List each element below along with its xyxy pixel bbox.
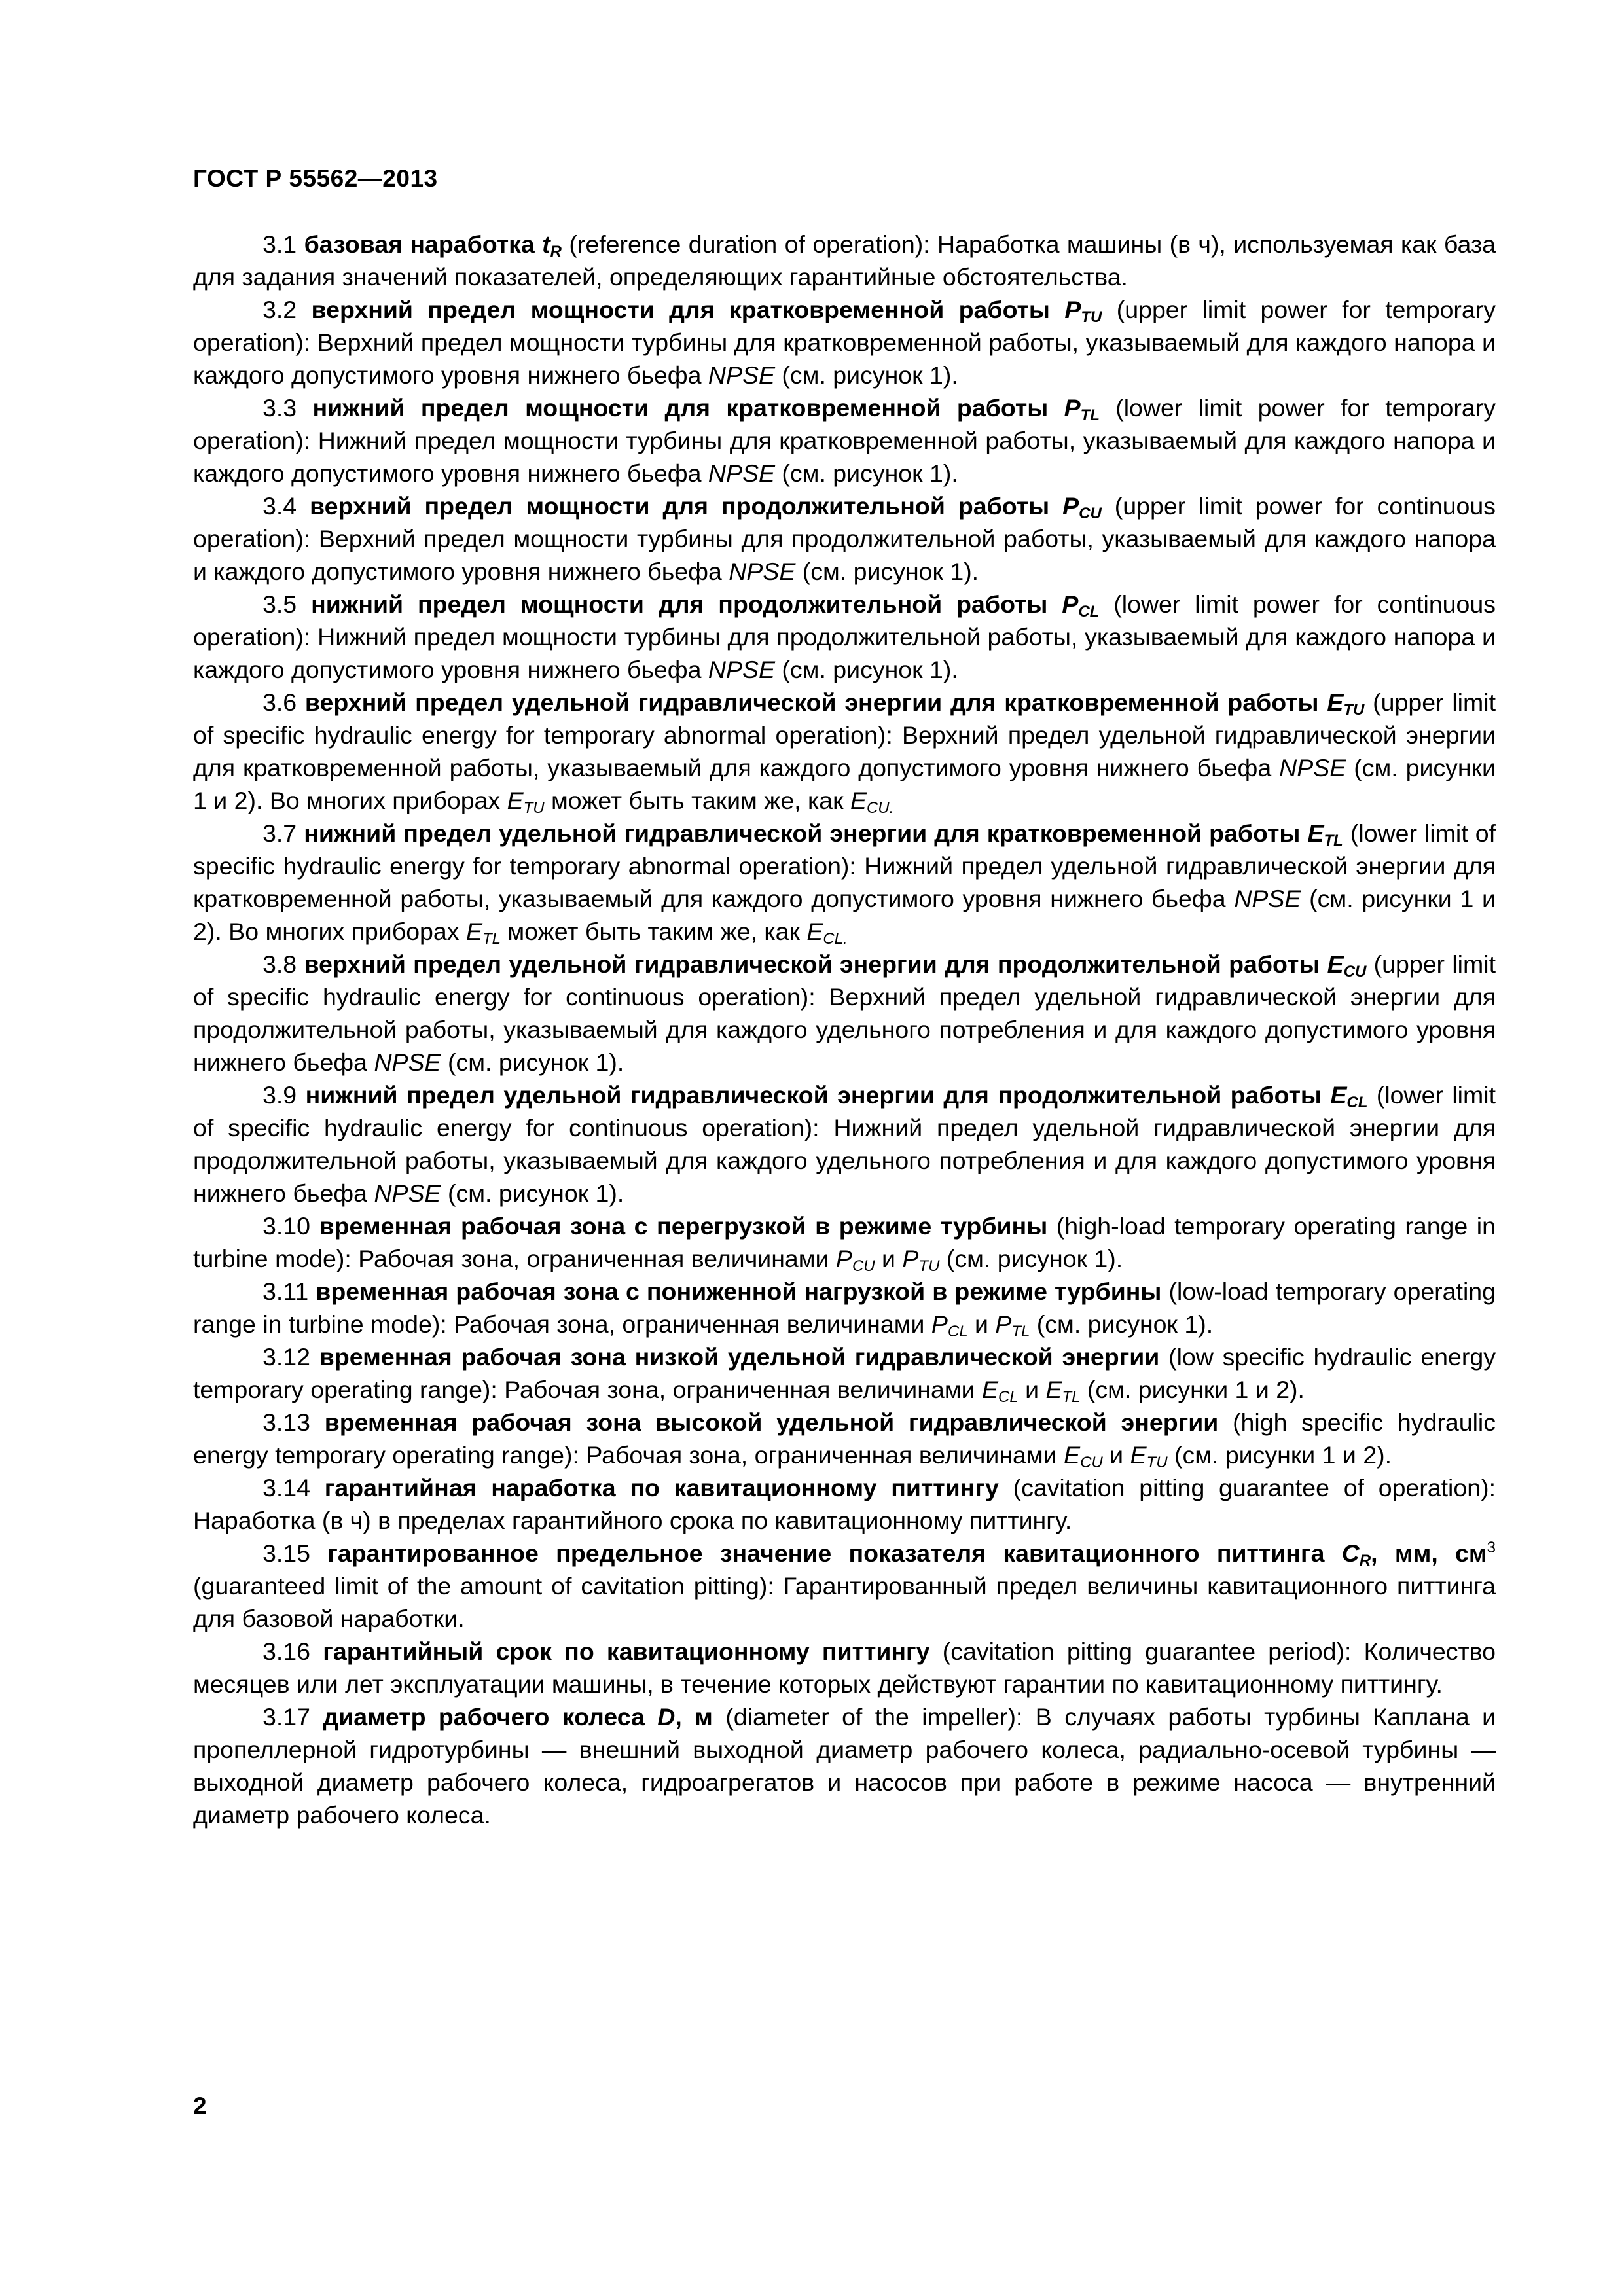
term-3-12: 3.12 временная рабочая зона низкой удельной гидравлической энергии (low specific hydraulic energy temporary operating range): Рабочая зона, ограниченная величинами $E_{CL}$ и $E_{TL}$ (см. рисунки 1 и 2).	[193, 1343, 1496, 1406]
term-3-4: 3.4 верхний предел мощности для продолжительной работы $P_{CU}$ (upper limit power for continuous operation): Верхний предел мощности турбины для продолжительной работы, указываемый для каждого напора и каждого допустимого уровня нижнего бьефа NPSE (см. рисунок 1).	[193, 492, 1496, 585]
term-title: гарантийный срок по кавитационному питтингу	[323, 1638, 930, 1665]
term-3-3: 3.3 нижний предел мощности для кратковременной работы $P_{TL}$ (lower limit power for temporary operation): Нижний предел мощности турбины для кратковременной работы, указываемый для каждого напора и каждого допустимого уровня нижнего бьефа NPSE (см. рисунок 1).	[193, 394, 1496, 487]
term-3-17: 3.17 диаметр рабочего колеса D, м (diameter of the impeller): В случаях работы турбины Каплана и пропеллерной гидротурбины — внешний выходной диаметр рабочего колеса, радиально-осевой турбины — выходной диаметр рабочего колеса, гидроагрегатов и насосов при работе в режиме насоса — внутренний диаметр рабочего колеса.	[193, 1703, 1496, 1829]
term-3-1: 3.1 базовая наработка $t_R$ (reference duration of operation): Наработка машины (в ч), используемая как база для задания значений показателей, определяющих гарантийные обстоятельства.	[193, 230, 1496, 291]
term-title: верхний предел удельной гидравлической энергии для продолжительной работы	[304, 950, 1320, 978]
term-3-5: 3.5 нижний предел мощности для продолжительной работы $P_{CL}$ (lower limit power for continuous operation): Нижний предел мощности турбины для продолжительной работы, указываемый для каждого напора и каждого допустимого уровня нижнего бьефа NPSE (см. рисунок 1).	[193, 590, 1496, 683]
term-title: временная рабочая зона с пониженной нагрузкой в режиме турбины	[316, 1278, 1162, 1305]
term-3-13: 3.13 временная рабочая зона высокой удельной гидравлической энергии (high specific hydraulic energy temporary operating range): Рабочая зона, ограниченная величинами $E_{CU}$ и $E_{TU}$ (см. рисунки 1 и 2).	[193, 1408, 1496, 1471]
term-title: гарантированное предельное значение показателя кавитационного питтинга	[327, 1539, 1325, 1567]
term-title: базовая наработка	[304, 230, 535, 258]
term-3-16: 3.16 гарантийный срок по кавитационному питтингу (cavitation pitting guarantee period): Количество месяцев или лет эксплуатации машины, в течение которых действуют гарантии по кавитационному питтингу.	[193, 1638, 1496, 1698]
term-3-11: 3.11 временная рабочая зона с пониженной нагрузкой в режиме турбины (low-load temporary operating range in turbine mode): Рабочая зона, ограниченная величинами $P_{CL}$ и $P_{TL}$ (см. рисунок 1).	[193, 1278, 1496, 1340]
term-3-8: 3.8 верхний предел удельной гидравлической энергии для продолжительной работы $E_{CU}$ (upper limit of specific hydraulic energy for continuous operation): Верхний предел удельной гидравлической энергии для продолжительной работы, указываемый для каждого удельного потребления и для каждого допустимого уровня нижнего бьефа NPSE (см. рисунок 1).	[193, 950, 1496, 1076]
term-3-2: 3.2 верхний предел мощности для кратковременной работы $P_{TU}$ (upper limit power for temporary operation): Верхний предел мощности турбины для кратковременной работы, указываемый для каждого напора и каждого допустимого уровня нижнего бьефа NPSE (см. рисунок 1).	[193, 296, 1496, 389]
term-title: верхний предел мощности для кратковременной работы	[311, 296, 1050, 323]
term-title: временная рабочая зона низкой удельной гидравлической энергии	[319, 1343, 1160, 1371]
terms-list	[193, 228, 1496, 1831]
term-title: временная рабочая зона высокой удельной гидравлической энергии	[324, 1408, 1219, 1436]
term-title: диаметр рабочего колеса	[323, 1703, 645, 1731]
term-3-7: 3.7 нижний предел удельной гидравлической энергии для кратковременной работы $E_{TL}$ (lower limit of specific hydraulic energy for temporary abnormal operation): Нижний предел удельной гидравлической энергии для кратковременной работы, указываемый для каждого допустимого уровня нижнего бьефа NPSE (см. рисунки 1 и 2). Во многих приборах $E_{TL}$ может быть таким же, как $E_{CL.}$	[193, 819, 1496, 948]
term-3-10: 3.10 временная рабочая зона с перегрузкой в режиме турбины (high-load temporary operating range in turbine mode): Рабочая зона, ограниченная величинами $P_{CU}$ и $P_{TU}$ (см. рисунок 1).	[193, 1212, 1496, 1275]
page-number: 2	[193, 2092, 207, 2119]
term-title: верхний предел мощности для продолжительной работы	[310, 492, 1050, 520]
term-3-14: 3.14 гарантийная наработка по кавитационному питтингу (cavitation pitting guarantee of operation): Наработка (в ч) в пределах гарантийного срока по кавитационному питтингу.	[193, 1474, 1496, 1534]
term-title: нижний предел мощности для кратковременной работы	[312, 394, 1049, 422]
term-title: гарантийная наработка по кавитационному питтингу	[324, 1474, 999, 1501]
term-3-6: 3.6 верхний предел удельной гидравлической энергии для кратковременной работы $E_{TU}$ (upper limit of specific hydraulic energy for temporary abnormal operation): Верхний предел удельной гидравлической энергии для кратковременной работы, указываемый для каждого допустимого уровня нижнего бьефа NPSE (см. рисунки 1 и 2). Во многих приборах $E_{TU}$ может быть таким же, как $E_{CU.}$	[193, 689, 1496, 817]
term-title: нижний предел удельной гидравлической энергии для продолжительной работы	[305, 1081, 1322, 1109]
term-3-15: 3.15 гарантированное предельное значение показателя кавитационного питтинга $C_R$, мм, $см^3$ (guaranteed limit of the amount of cavitation pitting): Гарантированный предел величины кавитационного питтинга для базовой наработки.	[193, 1539, 1496, 1632]
term-title: временная рабочая зона с перегрузкой в режиме турбины	[319, 1212, 1048, 1240]
term-3-9: 3.9 нижний предел удельной гидравлической энергии для продолжительной работы $E_{CL}$ (lower limit of specific hydraulic energy for continuous operation): Нижний предел удельной гидравлической энергии для продолжительной работы, указываемый для каждого удельного потребления и для каждого допустимого уровня нижнего бьефа NPSE (см. рисунок 1).	[193, 1081, 1496, 1207]
term-title: нижний предел удельной гидравлической энергии для кратковременной работы	[304, 819, 1301, 847]
term-title: нижний предел мощности для продолжительной работы	[311, 590, 1048, 618]
document-header: ГОСТ Р 55562—2013	[193, 165, 438, 192]
term-title: верхний предел удельной гидравлической энергии для кратковременной работы	[304, 689, 1319, 716]
